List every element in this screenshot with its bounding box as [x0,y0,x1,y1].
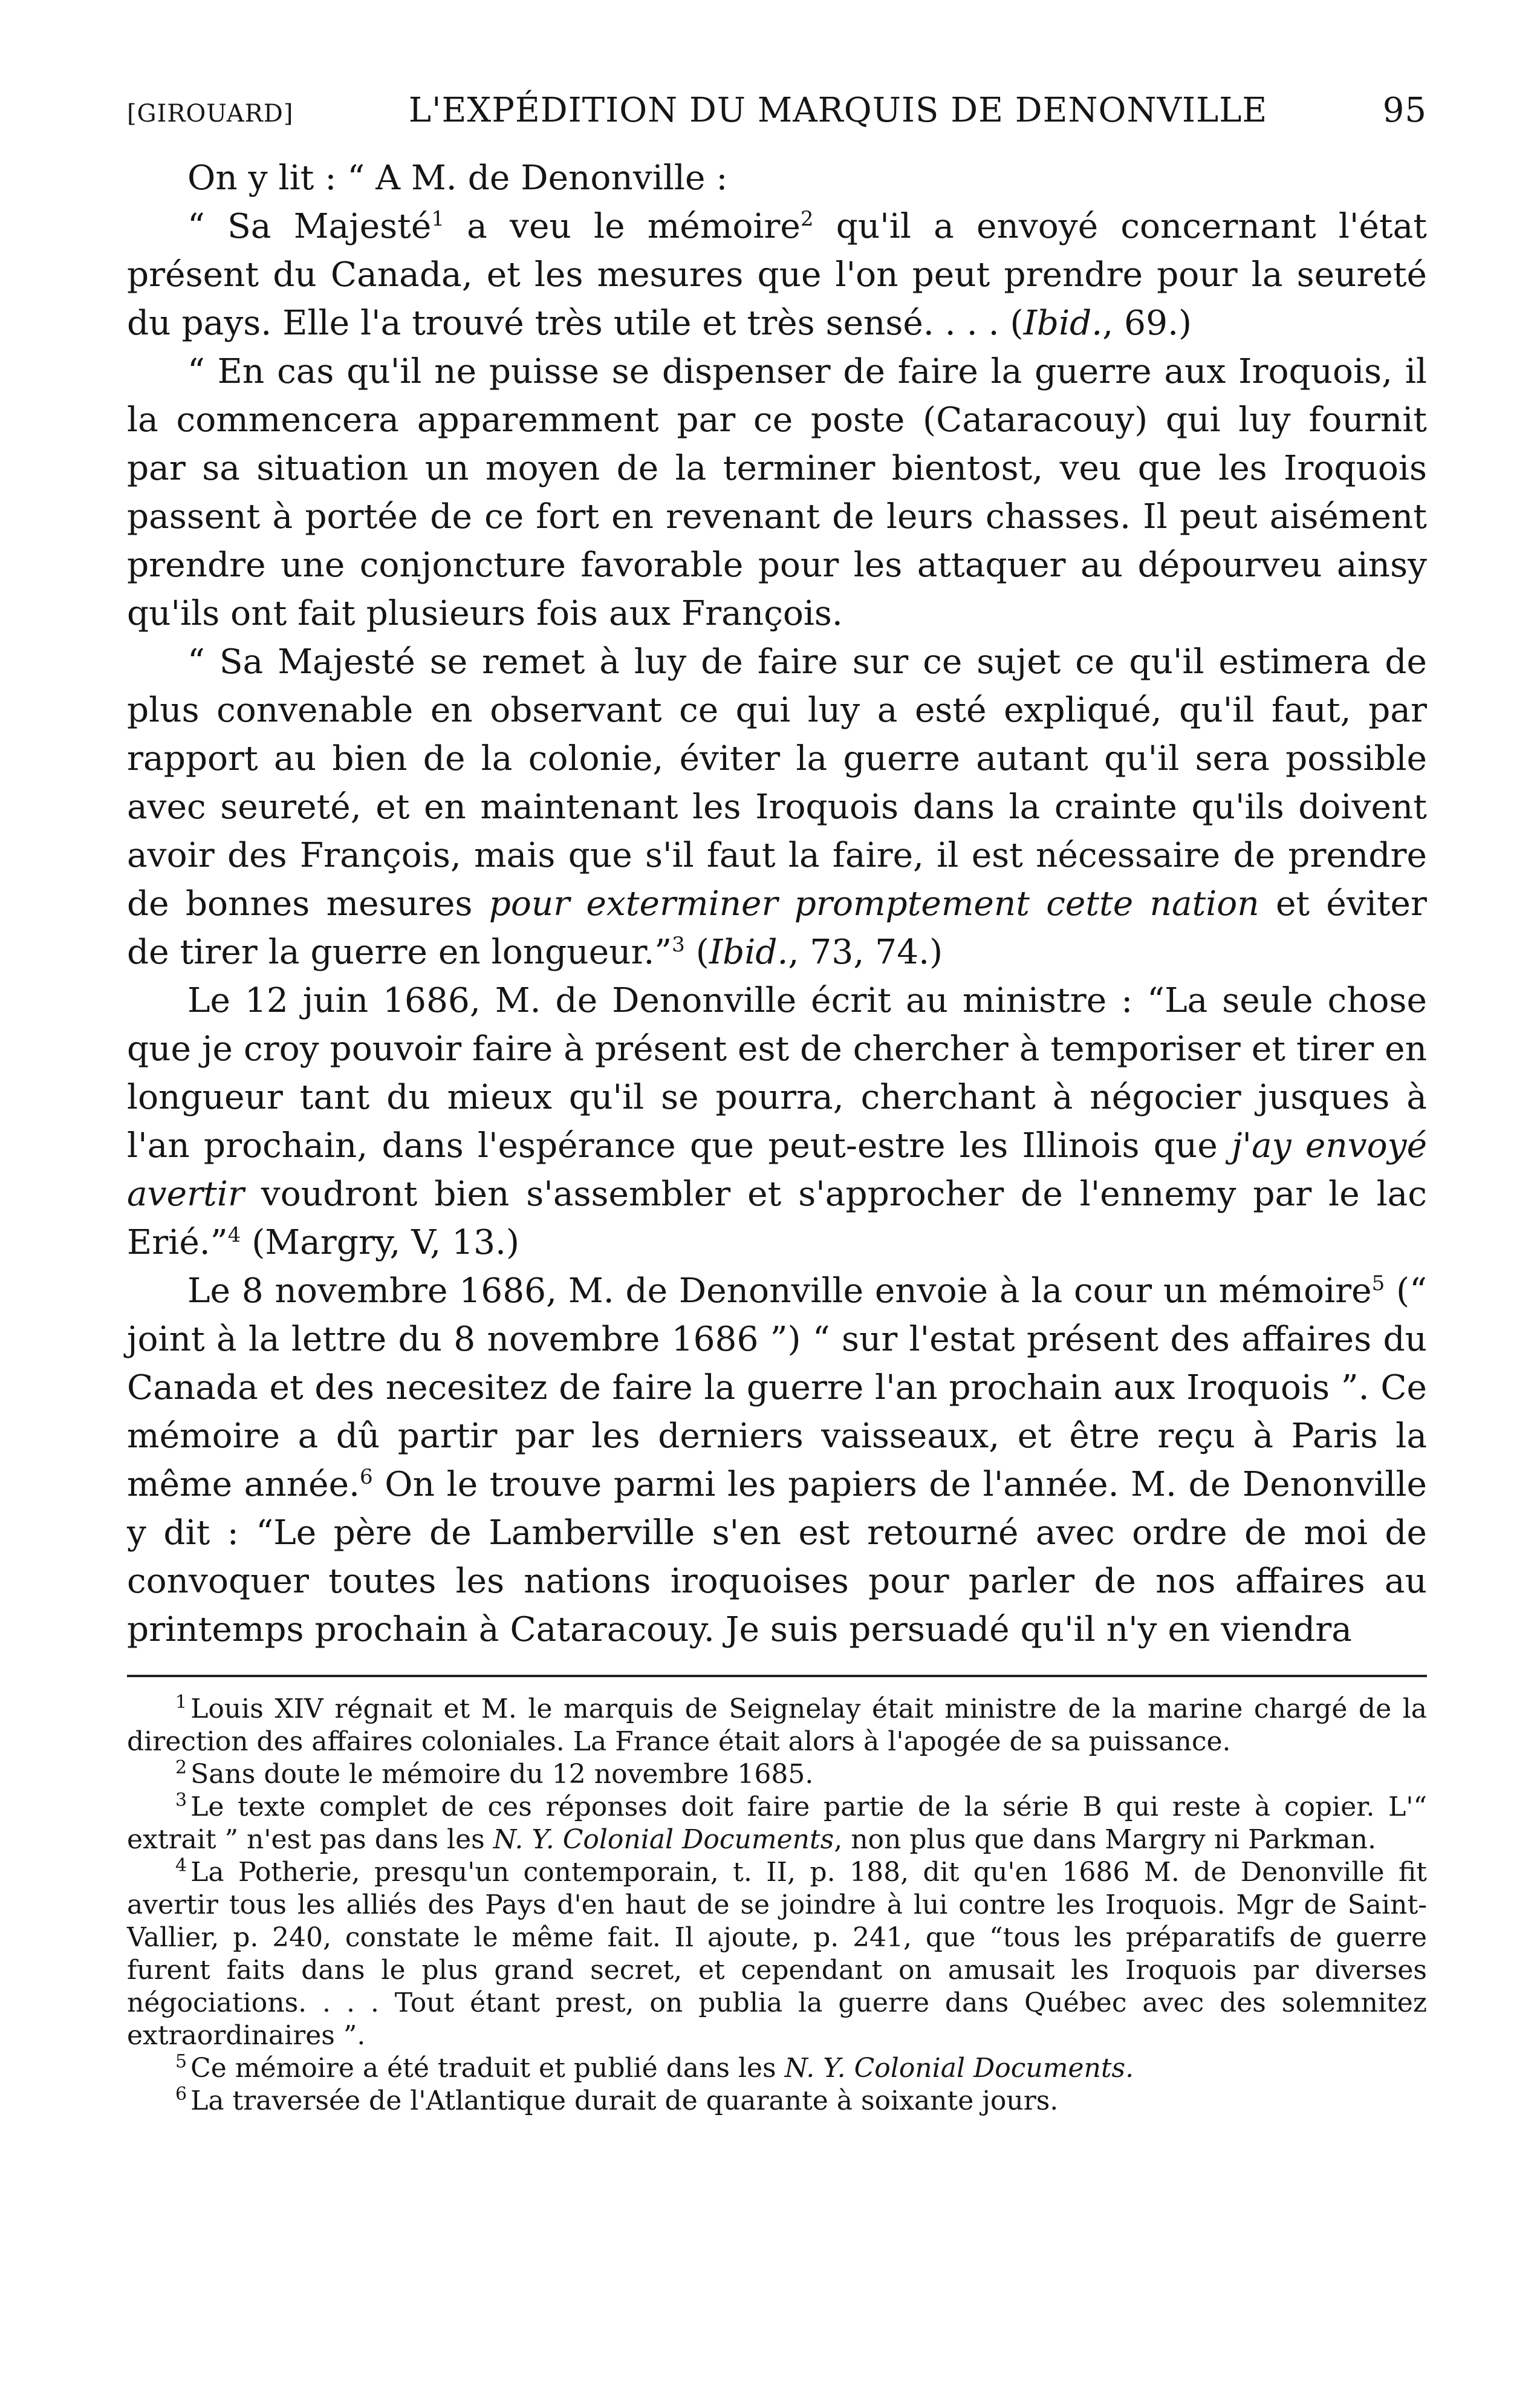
paragraph-2-text-a: “ Sa Majesté [187,207,432,246]
footnote-ref-1: 1 [431,207,444,232]
paragraph-6-text-a: Le 8 novembre 1686, M. de Denonville envoie à la cour un mémoire [187,1271,1372,1311]
footnote-ref-2: 2 [800,207,814,232]
footnote-ref-6: 6 [359,1465,373,1490]
footnotes [127,1693,1427,2117]
footnote-ref-4: 4 [227,1223,241,1248]
paragraph-4-text-b: et éviter de tirer la guerre en longueur.” [127,884,1427,972]
footnote-ref-3: 3 [672,933,685,957]
paragraph-2-text-d: , 69.) [1102,304,1192,343]
footnote-5-italic: N. Y. Colonial Documents. [784,2053,1134,2084]
paragraph-4-italic-2: Ibid. [709,933,788,972]
footnote-1-number: 1 [175,1692,187,1713]
footnote-5-number: 5 [175,2051,187,2073]
running-title: L'EXPÉDITION DU MARQUIS DE DENONVILLE [408,91,1268,130]
footnote-5-text-a: Ce mémoire a été traduit et publié dans les [190,2053,785,2084]
paragraph-5-text-b: voudront bien s'assembler et s'approcher de l'ennemy par le lac Erié.” [127,1175,1427,1262]
paragraph-2-italic: Ibid. [1023,304,1103,343]
paragraph-2 [127,203,1427,348]
paragraph-4 [127,638,1427,977]
footnote-3-number: 3 [175,1790,187,1811]
paragraph-6 [127,1267,1427,1654]
paragraph-3 [127,348,1427,638]
paragraph-1-text: On y lit : “ A M. de Denonville : [187,158,728,198]
page-number: 95 [1382,91,1427,130]
footnote-3-italic: N. Y. Colonial Documents [493,1824,834,1855]
paragraph-5 [127,977,1427,1267]
paragraph-4-text-d: , 73, 74.) [788,933,943,972]
footnote-1-text: Louis XIV régnait et M. le marquis de Seignelay était ministre de la marine chargé de la direction des affaires coloniales. La France était alors à l'apogée de sa puissance. [127,1694,1427,1757]
footnote-6 [127,2085,1427,2117]
paragraph-6-text-b: (“ joint à la lettre du 8 novembre 1686 ”) “ sur l'estat présent des affaires du Canada et des necesitez de faire la guerre l'an prochain aux Iroquois ”. Ce mémoire a dû partir par les derniers vaisseaux, et être reçu à Paris la même année. [127,1271,1427,1504]
paragraph-2-text-c: qu'il a envoyé concernant l'état présent du Canada, et les mesures que l'on peut prendre pour la seureté du pays. Elle l'a trouvé très utile et très sensé. . . . ( [127,207,1427,343]
paragraph-4-text-a: “ Sa Majesté se remet à luy de faire sur ce sujet ce qu'il estimera de plus convenable en observant ce qui luy a esté expliqué, qu'il faut, par rapport au bien de la colonie, éviter la guerre autant qu'il sera possible avec seureté, et en maintenant les Iroquois dans la crainte qu'ils doivent avoir des François, mais que s'il faut la faire, il est nécessaire de prendre de bonnes mesures [127,642,1427,924]
paragraph-4-text-c: ( [684,933,709,972]
footnote-2-number: 2 [175,1757,187,1779]
footnote-3-text-a: Le texte complet de ces réponses doit faire partie de la série B qui reste à copier. L'“ extrait ” n'est pas dans les [127,1791,1427,1855]
footnote-4-text: La Potherie, presqu'un contemporain, t. II, p. 188, dit qu'en 1686 M. de Denonville fit avertir tous les alliés des Pays d'en haut de se joindre à lui contre les Iroquois. Mgr de Saint-Vallier, p. 240, constate le même fait. Il ajoute, p. 241, que “tous les préparatifs de guerre furent faits dans le plus grand secret, et cependant on amusait les Iroquois par diverses négociations. . . . Tout étant prest, on publia la guerre dans Québec avec des solemnitez extraordinaires ”. [127,1857,1427,2051]
footnote-4-number: 4 [175,1855,187,1877]
footnote-ref-5: 5 [1371,1271,1385,1296]
paragraph-4-italic: pour exterminer promptement cette nation [489,884,1259,924]
footnote-5 [127,2052,1427,2085]
paragraph-5-italic: j'ay envoyé avertir [127,1126,1428,1214]
footnote-3 [127,1791,1427,1856]
footnote-2-text: Sans doute le mémoire du 12 novembre 1685. [190,1759,814,1790]
paragraph-3-text: “ En cas qu'il ne puisse se dispenser de faire la guerre aux Iroquois, il la commencera apparemment par ce poste (Cataracouy) qui luy fournit par sa situation un moyen de la terminer bientost, veu que les Iroquois passent à portée de ce fort en revenant de leurs chasses. Il peut aisément prendre une conjoncture favorable pour les attaquer au dépourveu ainsy qu'ils ont fait plusieurs fois aux François. [127,352,1427,633]
footnote-2 [127,1758,1427,1791]
book-page [127,91,1427,2117]
author-tag: [GIROUARD] [127,100,294,128]
paragraph-5-text-c: (Margry, V, 13.) [241,1223,520,1262]
footnote-6-number: 6 [175,2084,187,2105]
paragraph-1 [127,154,1427,203]
footnote-3-text-b: , non plus que dans Margry ni Parkman. [834,1824,1376,1855]
footnote-6-text: La traversée de l'Atlantique durait de quarante à soixante jours. [190,2085,1059,2116]
main-text [127,154,1427,1654]
paragraph-5-text-a: Le 12 juin 1686, M. de Denonville écrit au ministre : “La seule chose que je croy pouvoir faire à présent est de chercher à temporiser et tirer en longueur tant du mieux qu'il se pourra, cherchant à négocier jusques à l'an prochain, dans l'espérance que peut-estre les Illinois que [127,981,1427,1165]
footnote-1 [127,1693,1427,1758]
paragraph-2-text-b: a veu le mémoire [444,207,801,246]
footnote-4 [127,1856,1427,2052]
paragraph-6-text-c: On le trouve parmi les papiers de l'année. M. de Denonville y dit : “Le père de Lamberville s'en est retourné avec ordre de moi de convoquer toutes les nations iroquoises pour parler de nos affaires au printemps prochain à Cataracouy. Je suis persuadé qu'il n'y en viendra [127,1465,1427,1649]
footnote-divider [127,1675,1427,1677]
running-header [127,91,1427,130]
